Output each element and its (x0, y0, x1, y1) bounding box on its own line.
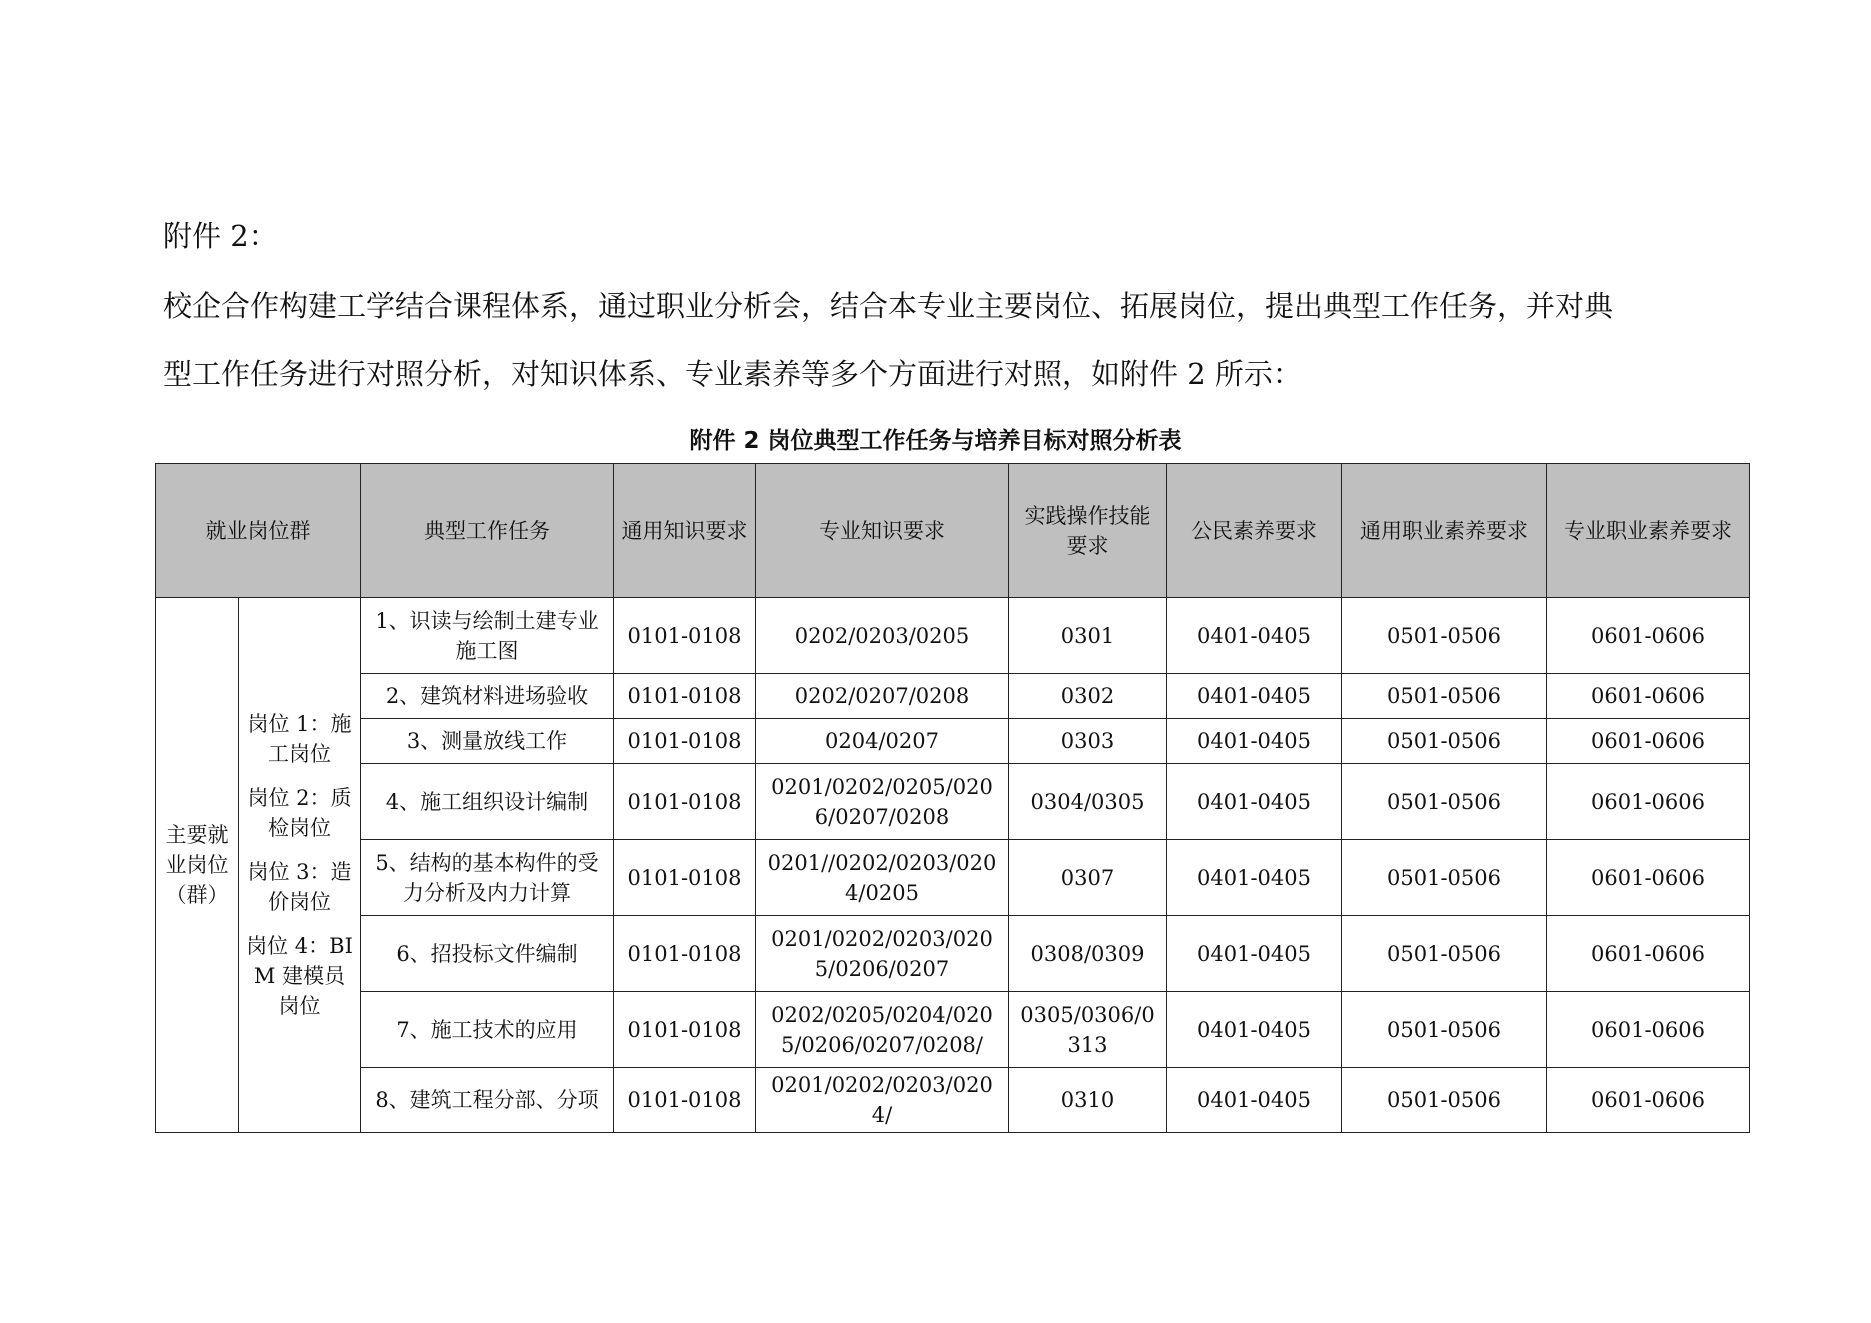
header-practical-skills: 实践操作技能要求 (1009, 464, 1167, 598)
table-row (156, 992, 1750, 1068)
general-prof-cell: 0501-0506 (1342, 764, 1547, 840)
skills-cell: 0301 (1009, 598, 1167, 674)
specific-prof-cell: 0601-0606 (1547, 674, 1750, 719)
specific-prof-cell: 0601-0606 (1547, 992, 1750, 1068)
professional-knowledge-cell: 0202/0203/0205 (756, 598, 1009, 674)
general-prof-cell: 0501-0506 (1342, 674, 1547, 719)
civic-cell: 0401-0405 (1167, 992, 1342, 1068)
role-item: 岗位 4：BIM 建模员岗位 (246, 934, 353, 1018)
specific-prof-cell: 0601-0606 (1547, 840, 1750, 916)
skills-cell: 0308/0309 (1009, 916, 1167, 992)
header-job-group: 就业岗位群 (156, 464, 361, 598)
general-knowledge-cell: 0101-0108 (614, 674, 756, 719)
job-group-label: 主要就业岗位（群） (156, 598, 239, 1133)
role-item: 岗位 1：施工岗位 (247, 712, 352, 766)
general-prof-cell: 0501-0506 (1342, 992, 1547, 1068)
specific-prof-cell: 0601-0606 (1547, 916, 1750, 992)
table-row (156, 916, 1750, 992)
table-title: 附件 2 岗位典型工作任务与培养目标对照分析表 (689, 428, 1182, 454)
skills-cell: 0305/0306/0313 (1009, 992, 1167, 1068)
header-civic-literacy: 公民素养要求 (1167, 464, 1342, 598)
task-cell: 3、测量放线工作 (361, 719, 614, 764)
specific-prof-cell: 0601-0606 (1547, 598, 1750, 674)
header-general-professional-literacy: 通用职业素养要求 (1342, 464, 1547, 598)
header-specific-professional-literacy: 专业职业素养要求 (1547, 464, 1750, 598)
specific-prof-cell: 0601-0606 (1547, 1068, 1750, 1133)
table-row (156, 764, 1750, 840)
skills-cell: 0302 (1009, 674, 1167, 719)
general-knowledge-cell: 0101-0108 (614, 598, 756, 674)
professional-knowledge-cell: 0201/0202/0203/0205/0206/0207 (756, 916, 1009, 992)
skills-cell: 0304/0305 (1009, 764, 1167, 840)
task-cell: 7、施工技术的应用 (361, 992, 614, 1068)
skills-cell: 0303 (1009, 719, 1167, 764)
civic-cell: 0401-0405 (1167, 764, 1342, 840)
attachment-heading: 附件 2： (163, 219, 278, 253)
general-prof-cell: 0501-0506 (1342, 840, 1547, 916)
skills-cell: 0310 (1009, 1068, 1167, 1133)
specific-prof-cell: 0601-0606 (1547, 764, 1750, 840)
table-row (156, 1068, 1750, 1133)
task-cell: 4、施工组织设计编制 (361, 764, 614, 840)
header-typical-task: 典型工作任务 (361, 464, 614, 598)
analysis-table (155, 463, 1750, 1133)
header-general-knowledge: 通用知识要求 (614, 464, 756, 598)
intro-paragraph-line-2: 型工作任务进行对照分析，对知识体系、专业素养等多个方面进行对照，如附件 2 所示： (163, 357, 1302, 391)
general-knowledge-cell: 0101-0108 (614, 764, 756, 840)
table-header-row (156, 464, 1750, 598)
job-roles-cell (239, 598, 361, 1133)
skills-cell: 0307 (1009, 840, 1167, 916)
professional-knowledge-cell: 0201/0202/0205/0206/0207/0208 (756, 764, 1009, 840)
general-knowledge-cell: 0101-0108 (614, 1068, 756, 1133)
table-row (156, 719, 1750, 764)
professional-knowledge-cell: 0202/0207/0208 (756, 674, 1009, 719)
professional-knowledge-cell: 0201/0202/0203/0204/ (756, 1068, 1009, 1133)
general-prof-cell: 0501-0506 (1342, 1068, 1547, 1133)
general-knowledge-cell: 0101-0108 (614, 916, 756, 992)
intro-paragraph-line-1: 校企合作构建工学结合课程体系，通过职业分析会，结合本专业主要岗位、拓展岗位，提出典型工作任务，并对典 (163, 289, 1614, 323)
general-knowledge-cell: 0101-0108 (614, 719, 756, 764)
civic-cell: 0401-0405 (1167, 719, 1342, 764)
task-cell: 5、结构的基本构件的受力分析及内力计算 (361, 840, 614, 916)
task-cell: 6、招投标文件编制 (361, 916, 614, 992)
professional-knowledge-cell: 0202/0205/0204/0205/0206/0207/0208/ (756, 992, 1009, 1068)
civic-cell: 0401-0405 (1167, 916, 1342, 992)
general-prof-cell: 0501-0506 (1342, 719, 1547, 764)
table-row (156, 674, 1750, 719)
general-prof-cell: 0501-0506 (1342, 916, 1547, 992)
task-cell: 2、建筑材料进场验收 (361, 674, 614, 719)
header-professional-knowledge: 专业知识要求 (756, 464, 1009, 598)
civic-cell: 0401-0405 (1167, 1068, 1342, 1133)
civic-cell: 0401-0405 (1167, 598, 1342, 674)
professional-knowledge-cell: 0204/0207 (756, 719, 1009, 764)
specific-prof-cell: 0601-0606 (1547, 719, 1750, 764)
role-item: 岗位 3：造价岗位 (247, 860, 352, 914)
general-knowledge-cell: 0101-0108 (614, 840, 756, 916)
table-row (156, 840, 1750, 916)
civic-cell: 0401-0405 (1167, 674, 1342, 719)
general-prof-cell: 0501-0506 (1342, 598, 1547, 674)
task-cell: 1、识读与绘制土建专业施工图 (361, 598, 614, 674)
civic-cell: 0401-0405 (1167, 840, 1342, 916)
general-knowledge-cell: 0101-0108 (614, 992, 756, 1068)
task-cell: 8、建筑工程分部、分项 (361, 1068, 614, 1133)
table-row (156, 598, 1750, 674)
professional-knowledge-cell: 0201//0202/0203/0204/0205 (756, 840, 1009, 916)
role-item: 岗位 2：质检岗位 (247, 786, 352, 840)
